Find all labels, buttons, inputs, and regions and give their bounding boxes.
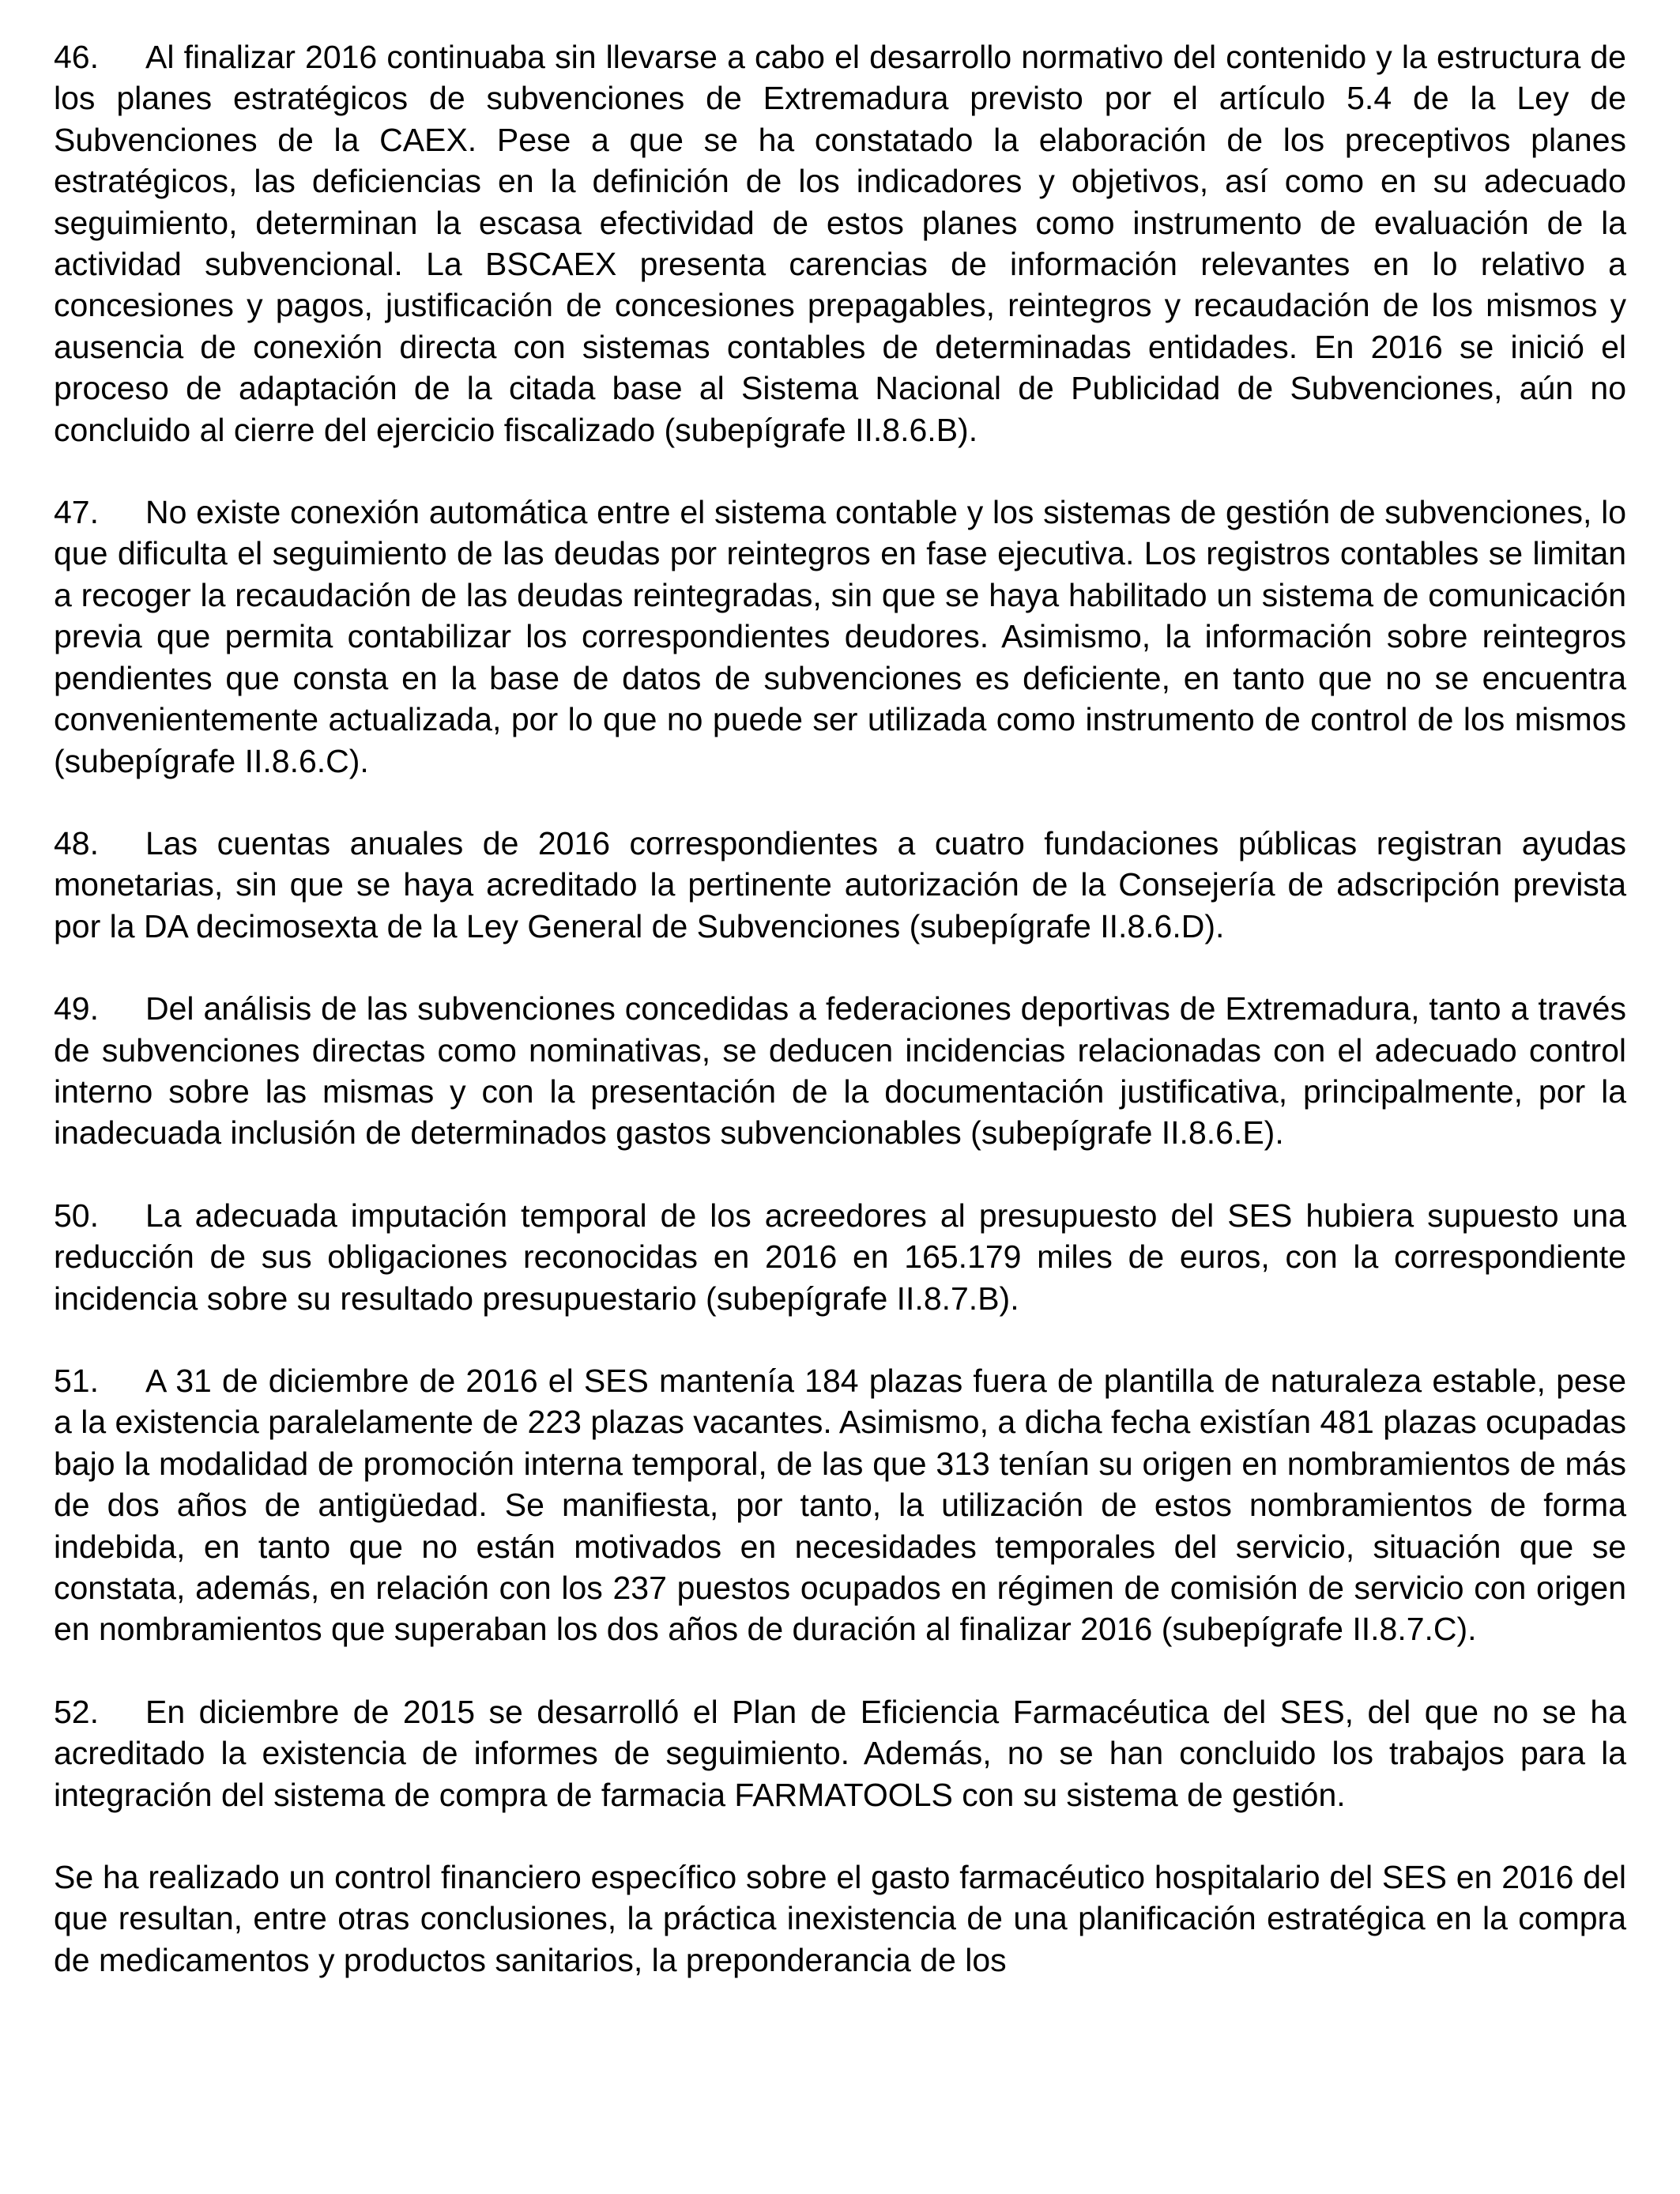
document-page [54, 36, 1626, 1981]
paragraph-46 [54, 36, 1626, 450]
paragraph-text: En diciembre de 2015 se desarrolló el Plan de Eficiencia Farmacéutica del SES, del que no se ha acreditado la existencia de informes de seguimiento. Además, no se han concluido los trabajos para la integración del sistema de compra de farmacia FARMATOOLS con su sistema de gestión. [54, 1693, 1626, 1813]
closing-paragraph: Se ha realizado un control financiero específico sobre el gasto farmacéutico hospitalario del SES en 2016 del que resultan, entre otras conclusiones, la práctica inexistencia de una planificación estratégica en la compra de medicamentos y productos sanitarios, la preponderancia de los [54, 1859, 1626, 1978]
paragraph-52 [54, 1691, 1626, 1815]
paragraph-49 [54, 988, 1626, 1154]
paragraph-text: Las cuentas anuales de 2016 correspondientes a cuatro fundaciones públicas registran ayudas monetarias, sin que se haya acreditado la pertinente autorización de la Consejería de adscripción prevista por la DA decimosexta de la Ley General de Subvenciones (subepígrafe II.8.6.D). [54, 824, 1626, 944]
paragraph-number: 48. [54, 824, 99, 861]
paragraph-number: 50. [54, 1197, 99, 1234]
paragraph-51 [54, 1360, 1626, 1650]
paragraph-47 [54, 492, 1626, 782]
paragraph-number: 46. [54, 39, 99, 75]
paragraph-number: 49. [54, 990, 99, 1027]
paragraph-number: 52. [54, 1693, 99, 1730]
paragraph-48 [54, 823, 1626, 947]
paragraph-text: Del análisis de las subvenciones concedidas a federaciones deportivas de Extremadura, tanto a través de subvenciones directas como nominativas, se deducen incidencias relacionadas con el adecuado control interno sobre las mismas y con la presentación de la documentación justificativa, principalmente, por la inadecuada inclusión de determinados gastos subvencionables (subepígrafe II.8.6.E). [54, 990, 1626, 1152]
paragraph-number: 47. [54, 494, 99, 531]
paragraph-50 [54, 1195, 1626, 1319]
paragraph-text: A 31 de diciembre de 2016 el SES mantenía 184 plazas fuera de plantilla de naturaleza estable, pese a la existencia paralelamente de 223 plazas vacantes. Asimismo, a dicha fecha existían 481 plazas ocupadas bajo la modalidad de promoción interna temporal, de las que 313 tenían su origen en nombramientos de más de dos años de antigüedad. Se manifiesta, por tanto, la utilización de estos nombramientos de forma indebida, en tanto que no están motivados en necesidades temporales del servicio, situación que se constata, además, en relación con los 237 puestos ocupados en régimen de comisión de servicio con origen en nombramientos que superaban los dos años de duración al finalizar 2016 (subepígrafe II.8.7.C). [54, 1362, 1626, 1648]
paragraph-number: 51. [54, 1362, 99, 1399]
paragraph-text: No existe conexión automática entre el sistema contable y los sistemas de gestión de subvenciones, lo que dificulta el seguimiento de las deudas por reintegros en fase ejecutiva. Los registros contables se limitan a recoger la recaudación de las deudas reintegradas, sin que se haya habilitado un sistema de comunicación previa que permita contabilizar los correspondientes deudores. Asimismo, la información sobre reintegros pendientes que consta en la base de datos de subvenciones es deficiente, en tanto que no se encuentra convenientemente actualizada, por lo que no puede ser utilizada como instrumento de control de los mismos (subepígrafe II.8.6.C). [54, 494, 1626, 779]
paragraph-text: La adecuada imputación temporal de los acreedores al presupuesto del SES hubiera supuesto una reducción de sus obligaciones reconocidas en 2016 en 165.179 miles de euros, con la correspondiente incidencia sobre su resultado presupuestario (subepígrafe II.8.7.B). [54, 1197, 1626, 1317]
paragraph-text: Al finalizar 2016 continuaba sin llevarse a cabo el desarrollo normativo del contenido y la estructura de los planes estratégicos de subvenciones de Extremadura previsto por el artículo 5.4 de la Ley de Subvenciones de la CAEX. Pese a que se ha constatado la elaboración de los preceptivos planes estratégicos, las deficiencias en la definición de los indicadores y objetivos, así como en su adecuado seguimiento, determinan la escasa efectividad de estos planes como instrumento de evaluación de la actividad subvencional. La BSCAEX presenta carencias de información relevantes en lo relativo a concesiones y pagos, justificación de concesiones prepagables, reintegros y recaudación de los mismos y ausencia de conexión directa con sistemas contables de determinadas entidades. En 2016 se inició el proceso de adaptación de la citada base al Sistema Nacional de Publicidad de Subvenciones, aún no concluido al cierre del ejercicio fiscalizado (subepígrafe II.8.6.B). [54, 39, 1626, 448]
